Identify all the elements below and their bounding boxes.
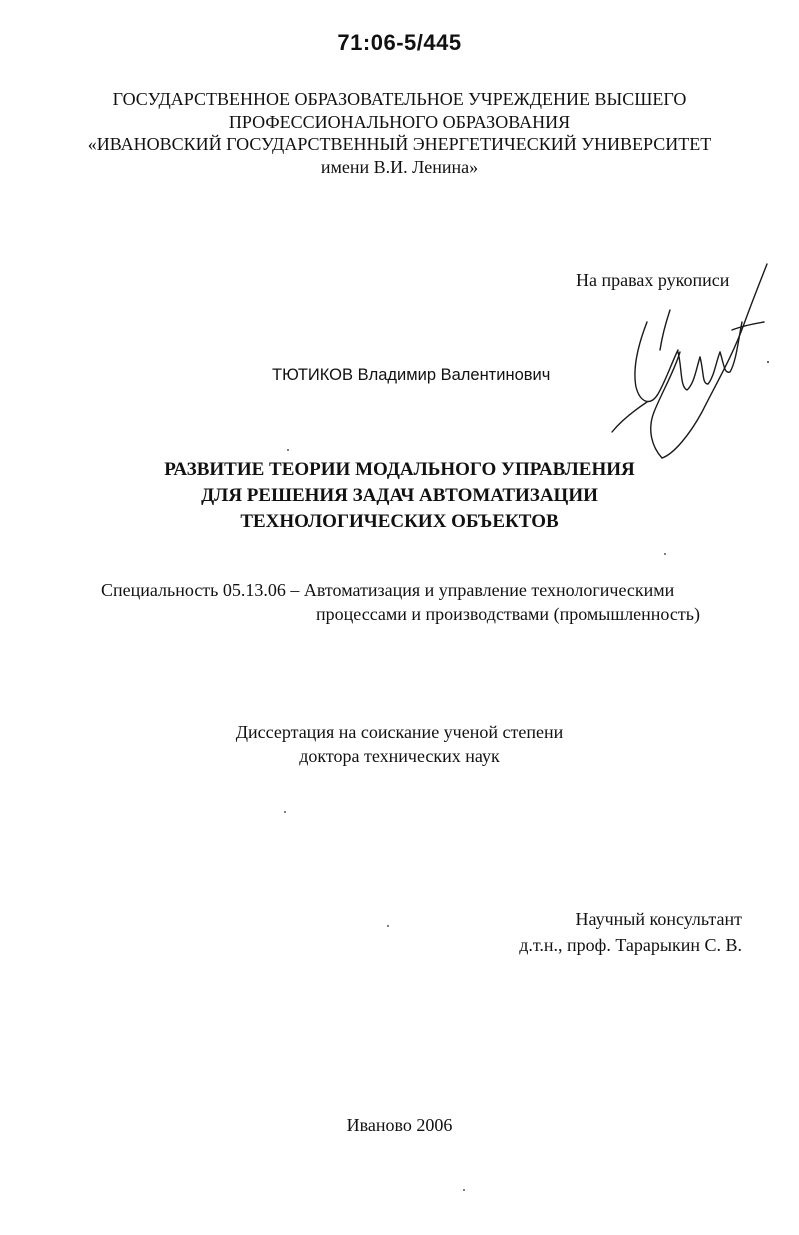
- specialty-line-continued: процессами и производствами (промышленность): [316, 604, 700, 624]
- organization-line: имени В.И. Ленина»: [320, 156, 479, 177]
- city-year: Иваново 2006: [346, 1115, 453, 1135]
- consultant-line: д.т.н., проф. Тарарыкин С. В.: [519, 935, 742, 955]
- organization-line: ГОСУДАРСТВЕННОЕ ОБРАЗОВАТЕЛЬНОЕ УЧРЕЖДЕНИЕ ВЫСШЕГО: [112, 89, 687, 109]
- scan-speck: [463, 1189, 465, 1191]
- title-line: РАЗВИТИЕ ТЕОРИИ МОДАЛЬНОГО УПРАВЛЕНИЯ: [164, 459, 635, 480]
- degree-line: Диссертация на соискание ученой степени: [235, 722, 564, 742]
- specialty-line: Специальность 05.13.06 – Автоматизация и управление технологическими: [101, 580, 675, 600]
- scan-speck: [387, 925, 389, 927]
- dissertation-title: [0, 457, 799, 535]
- title-line: ТЕХНОЛОГИЧЕСКИХ ОБЪЕКТОВ: [240, 511, 559, 532]
- degree-statement: [0, 720, 799, 768]
- title-line: ДЛЯ РЕШЕНИЯ ЗАДАЧ АВТОМАТИЗАЦИИ: [201, 485, 598, 506]
- organization-line: «ИВАНОВСКИЙ ГОСУДАРСТВЕННЫЙ ЭНЕРГЕТИЧЕСКИЙ УНИВЕРСИТЕТ: [87, 134, 712, 154]
- degree-line: доктора технических наук: [299, 746, 500, 766]
- scan-speck: [664, 553, 666, 555]
- consultant-line: Научный консультант: [575, 909, 742, 929]
- scientific-consultant: [519, 906, 742, 958]
- scan-speck: [287, 449, 289, 451]
- handwritten-signature: [592, 262, 772, 462]
- catalog-code: 71:06-5/445: [337, 30, 462, 55]
- scan-speck: [284, 811, 286, 813]
- organization-line: ПРОФЕССИОНАЛЬНОГО ОБРАЗОВАНИЯ: [228, 111, 571, 132]
- author-name: ТЮТИКОВ Владимир Валентинович: [272, 366, 551, 384]
- organization-block: [0, 88, 799, 178]
- rights-note: На правах рукописи: [576, 270, 730, 290]
